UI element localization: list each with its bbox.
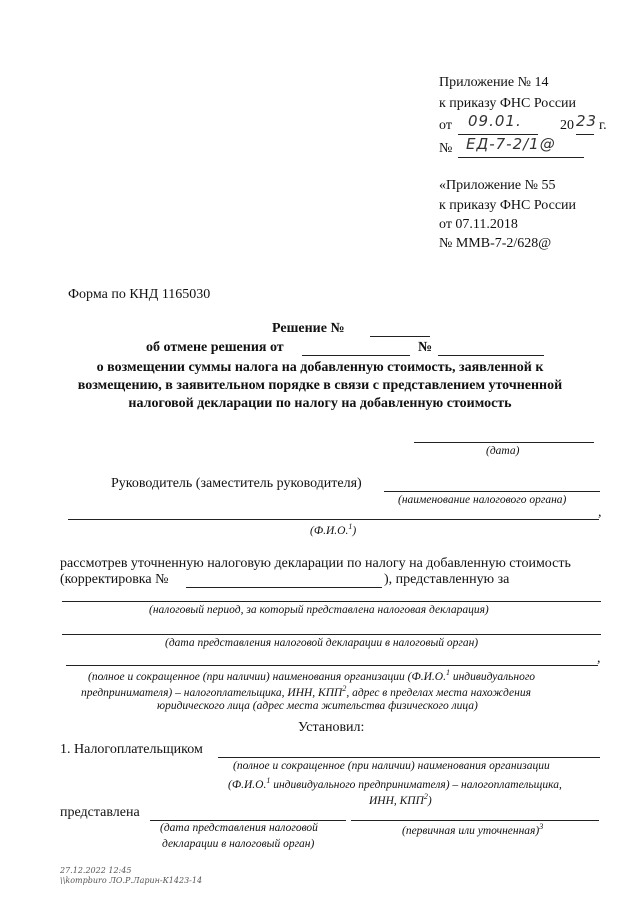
appendix-year-handwritten: 23 [576, 112, 598, 130]
body-line2-label: (корректировка № [60, 572, 169, 587]
body-org-caption-3: юридического лица (адрес места жительства физического лица) [157, 700, 478, 712]
head-org-line [384, 491, 600, 492]
item1-caption-2: (Ф.И.О.$^1$ индивидуального предпринимателя) – налогоплательщика, [228, 776, 562, 791]
appendix-from-label: от [439, 118, 452, 133]
appendix-num-handwritten: ЕД-7-2/1@ [466, 135, 556, 153]
quoted-appendix-line1: «Приложение № 55 [439, 178, 556, 193]
item1-org-line [218, 757, 600, 758]
print-stamp-line2: \\kompburo ЛО.Р.Ларин-К1423-14 [60, 876, 203, 885]
body-date-line [62, 634, 601, 635]
item1-presented-type-line [351, 820, 599, 821]
body-org-line [66, 665, 598, 666]
title-decision-number-line [370, 336, 430, 337]
title-decision-label: Решение № [272, 321, 345, 336]
head-label: Руководитель (заместитель руководителя) [111, 476, 362, 491]
appendix-year-suffix: г. [599, 118, 607, 133]
head-org-caption: (наименование налогового органа) [398, 494, 567, 506]
title-cancel-date-line [302, 355, 410, 356]
head-fio-caption: (Ф.И.О.$^1$) [310, 522, 357, 537]
appendix-year-underline [576, 134, 594, 135]
quoted-appendix-line3: от 07.11.2018 [439, 217, 518, 232]
appendix-num-label: № [439, 141, 453, 156]
body-line1: рассмотрев уточненную налоговую декларации по налогу на добавленную стоимость [60, 556, 571, 571]
title-cancel-num-label: № [418, 340, 433, 355]
item1-cap-left-1: (дата представления налоговой [160, 822, 318, 834]
appendix-line2: к приказу ФНС России [439, 96, 577, 111]
body-correction-line [186, 587, 382, 588]
title-cancel-number-line [438, 355, 544, 356]
appendix-date-handwritten: 09.01. [468, 112, 522, 130]
form-code: Форма по КНД 1165030 [68, 287, 211, 302]
body-org-comma: , [597, 651, 601, 666]
body-org-caption-1: (полное и сокращенное (при наличии) наименования организации (Ф.И.О.$^1$ индивидуального [88, 668, 536, 683]
body-period-line [62, 601, 601, 602]
item1-presented-date-line [150, 820, 346, 821]
body-period-caption: (налоговый период, за который представлена налоговая декларация) [149, 604, 489, 616]
date-line [414, 442, 594, 443]
item1-label: 1. Налогоплательщиком [60, 742, 203, 757]
item1-caption-1: (полное и сокращенное (при наличии) наименования организации [233, 760, 550, 772]
body-date-caption: (дата представления налоговой декларации в налоговый орган) [165, 637, 479, 649]
appendix-line1: Приложение № 14 [439, 75, 549, 90]
print-stamp-line1: 27.12.2022 12:45 [60, 866, 132, 875]
item1-cap-right: (первичная или уточненная)$^3$ [402, 822, 544, 837]
head-fio-line [68, 519, 599, 520]
title-cancel-label: об отмене решения от [146, 340, 284, 355]
appendix-num-underline [458, 157, 584, 158]
item1-presented-label: представлена [60, 805, 140, 820]
item1-caption-3: ИНН, КПП$^2$) [369, 792, 432, 807]
title-line3: о возмещении суммы налога на добавленную стоимость, заявленной к [96, 360, 544, 375]
date-caption: (дата) [486, 445, 520, 457]
body-org-caption-2: предпринимателя) – налогоплательщика, ИНН, КПП$^2$, адрес в пределах места нахождения [81, 684, 531, 699]
quoted-appendix-line2: к приказу ФНС России [439, 198, 577, 213]
item1-cap-left-2: декларации в налоговый орган) [162, 838, 315, 850]
title-line5: налоговой декларации по налогу на добавленную стоимость [128, 396, 512, 411]
established-heading: Установил: [298, 720, 365, 735]
body-line2-tail: ), представленную за [384, 572, 510, 587]
title-line4: возмещению, в заявительном порядке в связи с представлением уточненной [77, 378, 563, 393]
quoted-appendix-line4: № ММВ-7-2/628@ [439, 236, 552, 251]
appendix-year-prefix: 20 [560, 118, 574, 133]
head-fio-comma: , [598, 505, 602, 520]
